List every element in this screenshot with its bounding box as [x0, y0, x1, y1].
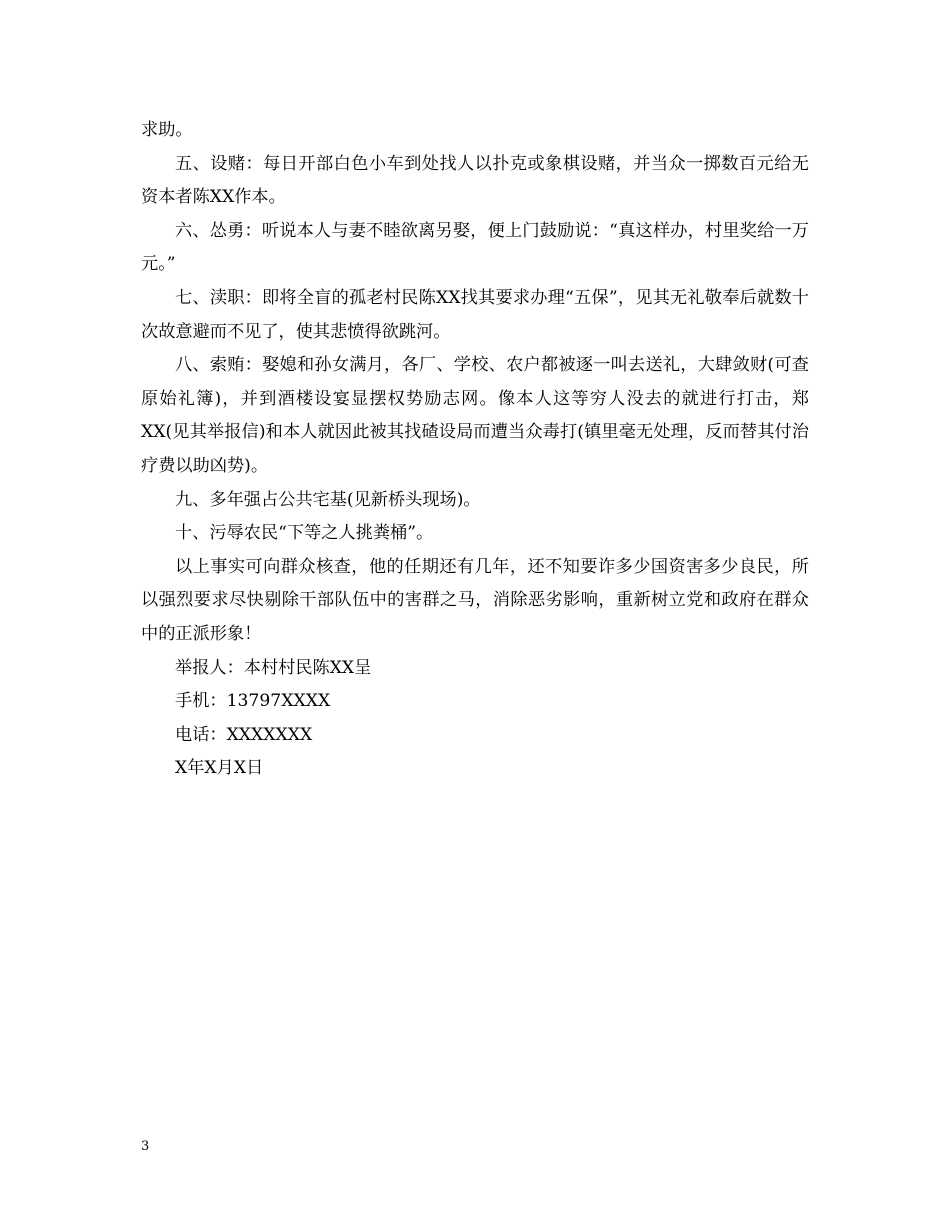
- signature-date: X年X月X日: [175, 758, 264, 779]
- paragraph-item-5: 五、设赌：每日开部白色小车到处找人以扑克或象棋设赌，并当众一掷数百元给无资本者陈XX作本。: [141, 153, 809, 208]
- signature-phone: 电话：XXXXXXX: [175, 724, 313, 745]
- page-number: 3: [141, 1139, 150, 1154]
- paragraph-conclusion: 以上事实可向群众核查，他的任期还有几年，还不知要诈多少国资害多少良民，所以强烈要求尽快剔除干部队伍中的害群之马，消除恶劣影响，重新树立党和政府在群众中的正派形象！: [141, 556, 809, 644]
- signature-reporter: 举报人：本村村民陈XX呈: [175, 657, 372, 678]
- paragraph-item-6: 六、怂勇：听说本人与妻不睦欲离另娶，便上门鼓励说：“真这样办，村里奖给一万元。”: [141, 220, 809, 275]
- paragraph-item-7: 七、渎职：即将全盲的孤老村民陈XX找其要求办理“五保”，见其无礼敬奉后就数十次故意避而不见了，使其悲愤得欲跳河。: [141, 287, 809, 342]
- paragraph-continuation: 求助。: [141, 120, 193, 140]
- signature-mobile: 手机：13797XXXX: [175, 691, 331, 712]
- paragraph-item-8: 八、索贿：娶媳和孙女满月，各厂、学校、农户都被逐一叫去送礼，大肆敛财(可查原始礼簿)，并到酒楼设宴显摆权势励志网。像本人这等穷人没去的就进行打击，郑XX(见其举报信)和本人就因此被其找碴设局而遭当众毒打(镇里毫无处理，反而替其付治疗费以助凶势)。: [141, 355, 809, 476]
- paragraph-item-9: 九、多年强占公共宅基(见新桥头现场)。: [175, 489, 481, 510]
- document-body: [141, 114, 809, 786]
- paragraph-item-10: 十、污辱农民“下等之人挑粪桶”。: [175, 523, 434, 544]
